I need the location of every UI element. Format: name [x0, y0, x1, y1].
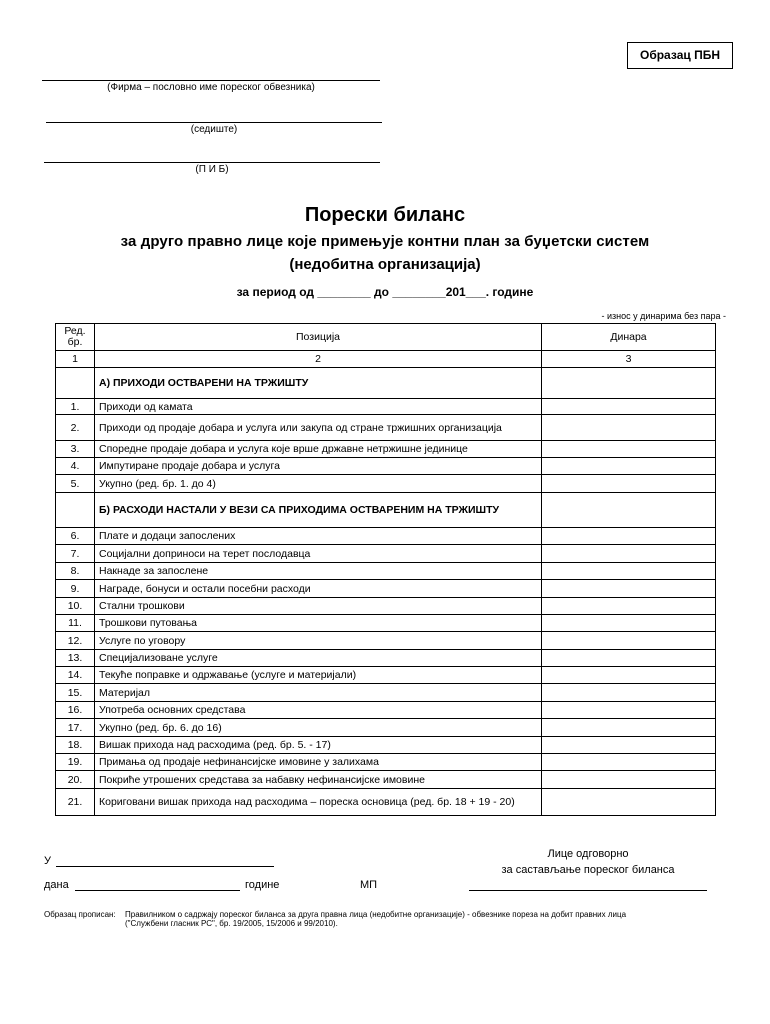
- footnote-line2: ("Службени гласник РС", бр. 19/2005, 15/2006 и 99/2010).: [125, 919, 338, 928]
- header-row-number: Ред. бр.: [56, 324, 95, 351]
- table-row: [56, 615, 716, 632]
- row-amount-cell[interactable]: [542, 771, 716, 789]
- row-position-label: Социјални доприноси на терет послодавца: [95, 545, 542, 563]
- date-label: дана: [44, 879, 69, 891]
- row-amount-cell[interactable]: [542, 545, 716, 563]
- footnote-label: Образац прописан:: [44, 910, 116, 919]
- table-row: [56, 475, 716, 493]
- year-label: године: [245, 879, 280, 891]
- row-amount-cell[interactable]: [542, 684, 716, 702]
- row-position-label: Покриће утрошених средстава за набавку нефинансијске имовине: [95, 771, 542, 789]
- table-row: [56, 737, 716, 754]
- row-number: 13.: [56, 650, 95, 667]
- row-position-label: Укупно (ред. бр. 1. до 4): [95, 475, 542, 493]
- row-number: 4.: [56, 458, 95, 475]
- header-amount: Динара: [542, 324, 716, 351]
- section-b-row: [56, 493, 716, 528]
- table-row: [56, 719, 716, 737]
- table-row: [56, 684, 716, 702]
- responsible-person-label: Лице одговорно: [547, 848, 629, 860]
- seat-line[interactable]: [46, 122, 382, 123]
- row-position-label: Примања од продаје нефинансијске имовине у залихама: [95, 754, 542, 771]
- row-amount-cell[interactable]: [542, 399, 716, 415]
- table-row: [56, 667, 716, 684]
- row-amount-cell[interactable]: [542, 475, 716, 493]
- row-number: 20.: [56, 771, 95, 789]
- row-position-label: Употреба основних средстава: [95, 702, 542, 719]
- column-number-3: 3: [542, 351, 716, 368]
- row-amount-cell[interactable]: [542, 702, 716, 719]
- row-amount-cell[interactable]: [542, 598, 716, 615]
- row-amount-cell[interactable]: [542, 415, 716, 441]
- period-line: за период од ________ до ________201___. године: [236, 285, 534, 299]
- row-position-label: Приходи од продаје добара и услуга или закупа од стране тржишних организација: [95, 415, 542, 441]
- row-amount-cell[interactable]: [542, 650, 716, 667]
- table-row: [56, 789, 716, 816]
- table-row: [56, 545, 716, 563]
- row-number: 9.: [56, 580, 95, 598]
- stamp-label: МП: [360, 879, 378, 891]
- row-amount-cell[interactable]: [542, 667, 716, 684]
- row-position-label: Приходи од камата: [95, 399, 542, 415]
- amount-unit-note: - износ у динарима без пара -: [601, 311, 726, 321]
- section-b-amount-cell: [542, 493, 716, 528]
- row-amount-cell[interactable]: [542, 563, 716, 580]
- row-number: 2.: [56, 415, 95, 441]
- column-number-1: 1: [56, 351, 95, 368]
- place-input-line[interactable]: [56, 866, 274, 867]
- section-a-row: [56, 368, 716, 399]
- table-row: [56, 580, 716, 598]
- row-position-label: Специјализоване услуге: [95, 650, 542, 667]
- row-number: 19.: [56, 754, 95, 771]
- row-amount-cell[interactable]: [542, 441, 716, 458]
- section-a-heading: А) ПРИХОДИ ОСТВАРЕНИ НА ТРЖИШТУ: [95, 368, 542, 399]
- table-row: [56, 528, 716, 545]
- row-number: 1.: [56, 399, 95, 415]
- row-number: 8.: [56, 563, 95, 580]
- pib-caption: (П И Б): [195, 164, 229, 175]
- table-row: [56, 598, 716, 615]
- column-number-2: 2: [95, 351, 542, 368]
- row-position-label: Споредне продаје добара и услуга које врше државне нетржишне јединице: [95, 441, 542, 458]
- row-position-label: Текуће поправке и одржавање (услуге и материјали): [95, 667, 542, 684]
- tax-balance-table: [55, 323, 716, 816]
- pib-line[interactable]: [44, 162, 380, 163]
- row-number: 7.: [56, 545, 95, 563]
- row-position-label: Импутиране продаје добара и услуга: [95, 458, 542, 475]
- responsible-person-sublabel: за састављање пореског биланса: [501, 864, 675, 876]
- footnote-line1: Правилником о садржају пореског биланса за друга правна лица (недобитне организације) - обвезнике пореза на добит правних лица: [125, 910, 627, 919]
- row-number: 14.: [56, 667, 95, 684]
- table-row: [56, 415, 716, 441]
- header-position: Позиција: [95, 324, 542, 351]
- row-position-label: Кориговани вишак прихода над расходима – пореска основица (ред. бр. 18 + 19 - 20): [95, 789, 542, 816]
- section-b-number-cell: [56, 493, 95, 528]
- row-number: 21.: [56, 789, 95, 816]
- row-amount-cell[interactable]: [542, 754, 716, 771]
- row-amount-cell[interactable]: [542, 528, 716, 545]
- table-row: [56, 563, 716, 580]
- row-position-label: Вишак прихода над расходима (ред. бр. 5. - 17): [95, 737, 542, 754]
- table-row: [56, 650, 716, 667]
- row-number: 17.: [56, 719, 95, 737]
- table-row: [56, 702, 716, 719]
- table-row: [56, 754, 716, 771]
- table-row: [56, 399, 716, 415]
- row-position-label: Услуге по уговору: [95, 632, 542, 650]
- row-amount-cell[interactable]: [542, 737, 716, 754]
- section-a-number-cell: [56, 368, 95, 399]
- row-number: 16.: [56, 702, 95, 719]
- row-number: 5.: [56, 475, 95, 493]
- document-subtitle-line2: (недобитна организација): [289, 256, 481, 273]
- row-amount-cell[interactable]: [542, 789, 716, 816]
- row-amount-cell[interactable]: [542, 615, 716, 632]
- row-number: 15.: [56, 684, 95, 702]
- row-position-label: Награде, бонуси и остали посебни расходи: [95, 580, 542, 598]
- form-code-badge: Образац ПБН: [627, 42, 733, 69]
- row-number: 10.: [56, 598, 95, 615]
- row-position-label: Трошкови путовања: [95, 615, 542, 632]
- date-input-line[interactable]: [75, 890, 240, 891]
- row-amount-cell[interactable]: [542, 632, 716, 650]
- firm-name-caption: (Фирма – пословно име пореског обвезника): [107, 82, 315, 93]
- section-b-heading: Б) РАСХОДИ НАСТАЛИ У ВЕЗИ СА ПРИХОДИМА ОСТВАРЕНИМ НА ТРЖИШТУ: [95, 493, 542, 528]
- row-number: 6.: [56, 528, 95, 545]
- row-number: 18.: [56, 737, 95, 754]
- signature-line[interactable]: [469, 890, 707, 891]
- column-number-row: [56, 351, 716, 368]
- document-title: Порески биланс: [304, 204, 466, 226]
- seat-caption: (седиште): [190, 124, 238, 135]
- row-number: 12.: [56, 632, 95, 650]
- row-position-label: Плате и додаци запослених: [95, 528, 542, 545]
- row-number: 3.: [56, 441, 95, 458]
- table-row: [56, 632, 716, 650]
- table-row: [56, 458, 716, 475]
- row-position-label: Накнаде за запослене: [95, 563, 542, 580]
- row-number: 11.: [56, 615, 95, 632]
- row-amount-cell[interactable]: [542, 458, 716, 475]
- document-subtitle-line1: за друго правно лице које примењује контни план за буџетски систем: [120, 233, 650, 250]
- row-position-label: Материјал: [95, 684, 542, 702]
- section-a-amount-cell: [542, 368, 716, 399]
- row-amount-cell[interactable]: [542, 719, 716, 737]
- row-position-label: Стални трошкови: [95, 598, 542, 615]
- table-row: [56, 771, 716, 789]
- place-label: У: [44, 855, 51, 867]
- table-row: [56, 441, 716, 458]
- firm-name-line[interactable]: [42, 80, 380, 81]
- table-header-row: [56, 324, 716, 351]
- row-amount-cell[interactable]: [542, 580, 716, 598]
- row-position-label: Укупно (ред. бр. 6. до 16): [95, 719, 542, 737]
